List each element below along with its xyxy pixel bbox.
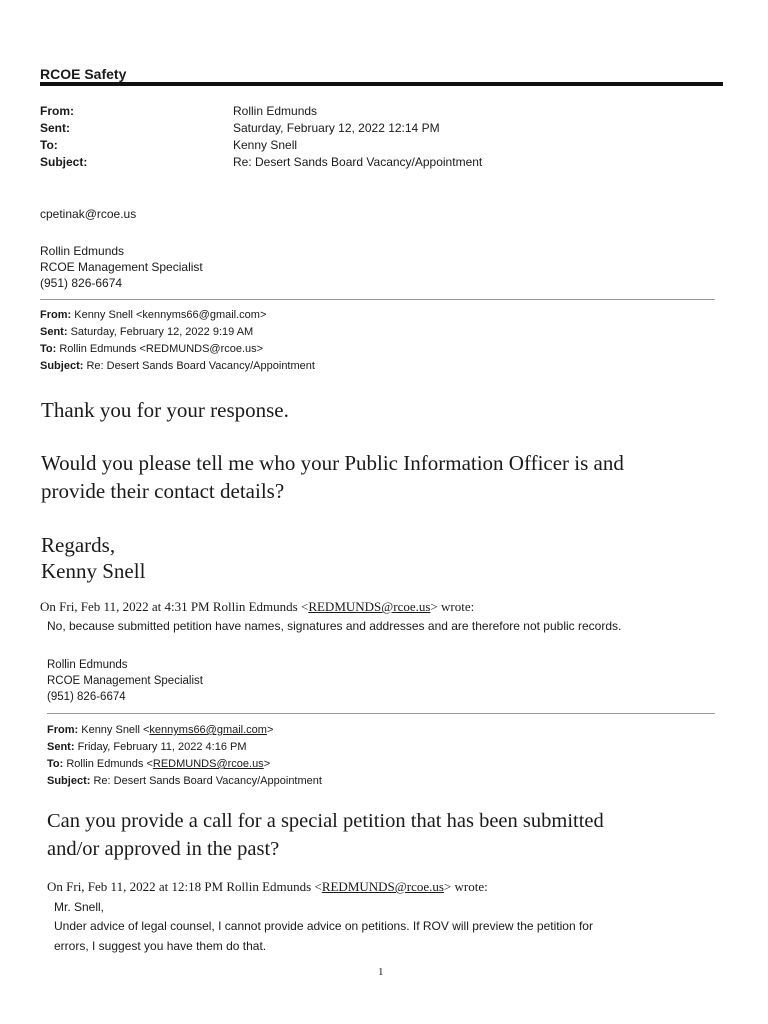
forward1-sent-value: Saturday, February 12, 2022 9:19 AM (70, 326, 254, 338)
to-value: Kenny Snell (233, 138, 298, 152)
forward2-to-label: To: (47, 758, 64, 770)
quote1-signature-title: RCOE Management Specialist (47, 675, 203, 687)
forward2-sent (47, 739, 247, 756)
forward1-to (40, 341, 263, 358)
forward1-from (40, 307, 266, 324)
quote2-intro-post: > wrote: (443, 879, 488, 894)
sent-value: Saturday, February 12, 2022 12:14 PM (233, 121, 440, 135)
forward2-from-post: > (266, 724, 274, 736)
header-rule (40, 82, 723, 86)
forward2-subject-label: Subject: (47, 775, 91, 787)
forward1-subject (40, 358, 315, 375)
forward1-from-value: Kenny Snell <kennyms66@gmail.com> (74, 309, 267, 321)
quote2-email-link[interactable]: REDMUNDS@rcoe.us (321, 879, 444, 894)
forward2-to-post: > (263, 758, 271, 770)
subject-value: Re: Desert Sands Board Vacancy/Appointment (233, 155, 483, 169)
forward2-from-pre: Kenny Snell < (81, 724, 150, 736)
forward2-subject (47, 773, 322, 790)
message1-line3: provide their contact details? (41, 479, 285, 503)
quote1-intro-pre: On Fri, Feb 11, 2022 at 4:31 PM Rollin Edmunds < (40, 599, 309, 614)
quote2-body-line2: errors, I suggest you have them do that. (54, 939, 267, 953)
forward2-subject-value: Re: Desert Sands Board Vacancy/Appointment (93, 775, 322, 787)
forward1-to-value: Rollin Edmunds <REDMUNDS@rcoe.us> (59, 343, 264, 355)
quote1-email-link[interactable]: REDMUNDS@rcoe.us (308, 599, 431, 614)
forward2-from-label: From: (47, 724, 79, 736)
sent-label: Sent: (40, 121, 70, 135)
forward1-subject-value: Re: Desert Sands Board Vacancy/Appointment (86, 360, 315, 372)
forward1-sent-label: Sent: (40, 326, 68, 338)
forward2-from (47, 722, 273, 739)
quote2-salutation: Mr. Snell, (54, 900, 105, 914)
forward1-sent (40, 324, 253, 341)
quote2-intro (47, 879, 488, 895)
quote2-body-line1: Under advice of legal counsel, I cannot provide advice on petitions. If ROV will preview the petition for (54, 919, 593, 933)
document-title: RCOE Safety (40, 66, 127, 82)
quote1-signature-phone: (951) 826-6674 (47, 691, 126, 703)
forward2-sent-label: Sent: (47, 741, 75, 753)
message1-regards: Regards, (41, 533, 116, 557)
from-label: From: (40, 104, 74, 118)
quote1-intro (40, 599, 474, 615)
forward2-divider (47, 713, 715, 714)
to-label: To: (40, 138, 58, 152)
message1-line1: Thank you for your response. (41, 398, 289, 422)
page-number: 1 (378, 966, 384, 978)
message1-name: Kenny Snell (41, 559, 146, 583)
forward2-to-email-link[interactable]: REDMUNDS@rcoe.us (152, 758, 264, 770)
from-value: Rollin Edmunds (233, 104, 318, 118)
forward1-to-label: To: (40, 343, 57, 355)
forward2-from-email-link[interactable]: kennyms66@gmail.com (149, 724, 267, 736)
message2-line1: Can you provide a call for a special petition that has been submitted (47, 810, 604, 832)
quote1-body: No, because submitted petition have names, signatures and addresses and are therefore not public records. (47, 619, 622, 633)
signature-title: RCOE Management Specialist (40, 260, 203, 274)
quote2-intro-pre: On Fri, Feb 11, 2022 at 12:18 PM Rollin Edmunds < (47, 879, 322, 894)
forward-divider (40, 299, 715, 300)
quote1-intro-post: > wrote: (430, 599, 475, 614)
signature-name: Rollin Edmunds (40, 244, 125, 258)
signature-phone: (951) 826-6674 (40, 276, 123, 290)
message1-line2: Would you please tell me who your Public Information Officer is and (41, 451, 624, 475)
message2-line2: and/or approved in the past? (47, 838, 280, 860)
quote1-signature-name: Rollin Edmunds (47, 659, 128, 671)
forward1-from-label: From: (40, 309, 72, 321)
forward2-sent-value: Friday, February 11, 2022 4:16 PM (77, 741, 247, 753)
subject-label: Subject: (40, 155, 88, 169)
forward2-to-pre: Rollin Edmunds < (66, 758, 153, 770)
forward2-to (47, 756, 270, 773)
reply-body: cpetinak@rcoe.us (40, 207, 137, 221)
forward1-subject-label: Subject: (40, 360, 84, 372)
